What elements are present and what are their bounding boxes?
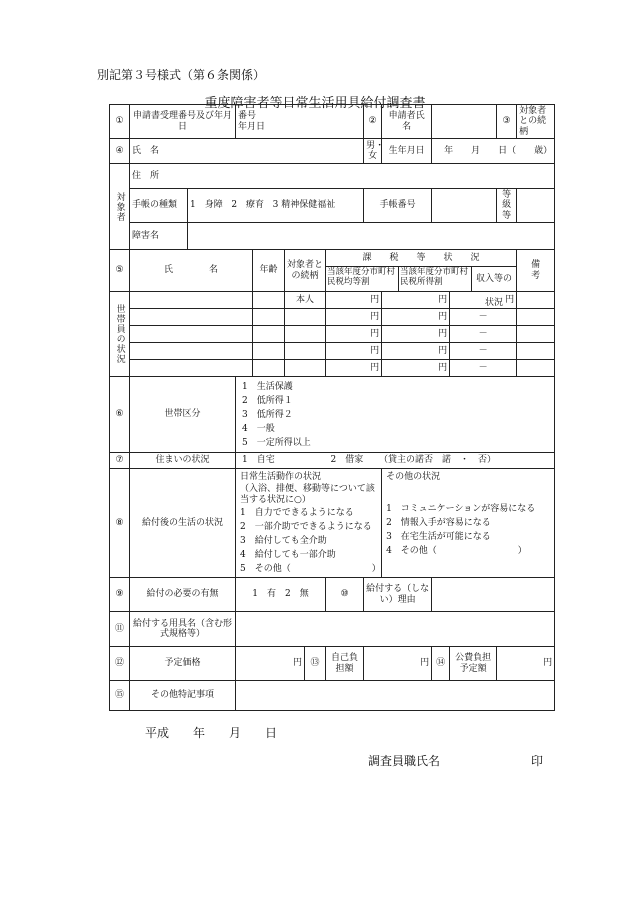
cell-age[interactable] — [253, 309, 285, 326]
label-dob: 生年月日 — [382, 139, 432, 164]
adl-option: 4 給付しても一部介助 — [240, 550, 336, 561]
cell-note[interactable] — [517, 326, 555, 343]
category-option: 3 低所得２ — [242, 409, 293, 420]
num-7: ⑦ — [110, 453, 130, 469]
adl-option: 3 給付しても全介助 — [240, 536, 327, 547]
housing-lessor: （貸主の諾否 諾 ・ 否） — [378, 455, 496, 466]
household-row — [110, 360, 555, 377]
cell-name[interactable] — [130, 326, 253, 343]
cell-age[interactable] — [253, 326, 285, 343]
investigator-label: 調査員職氏名 — [368, 754, 441, 768]
num-8: ⑧ — [110, 469, 130, 578]
row-subject-address — [110, 164, 555, 189]
field-need[interactable]: 1 有 2 無 — [236, 578, 326, 612]
label-grade: 等級等 — [497, 189, 517, 223]
cell-tax1[interactable]: 円 — [326, 292, 382, 309]
col-tax: 課 税 等 状 況 — [326, 250, 516, 267]
cell-relation[interactable] — [285, 309, 326, 326]
col-note: 備 考 — [517, 250, 555, 292]
label-price: 予定価格 — [130, 647, 236, 681]
housing-own: 1 自宅 — [242, 455, 275, 466]
col-tax-flat: 当該年度分市町村民税均等割 — [326, 267, 399, 291]
option-physical: 1 身障 — [190, 200, 223, 211]
cell-tax1[interactable]: 円 — [326, 360, 382, 377]
adl-note: （入浴、排便、移動等について該当する状況に○） — [240, 484, 375, 506]
sub-label-number: 番号 — [238, 111, 257, 122]
category-option: 2 低所得１ — [242, 395, 293, 406]
num-14: ⑭ — [432, 647, 450, 681]
row-notes — [110, 681, 555, 711]
cell-note[interactable] — [517, 343, 555, 360]
cell-name[interactable] — [130, 309, 253, 326]
col-relation: 対象者との続柄 — [285, 250, 326, 292]
col-tax-income: 当該年度分市町村民税所得割 — [399, 267, 472, 291]
field-book-no[interactable] — [432, 189, 497, 223]
row-book-type — [110, 189, 555, 223]
row-subject-name — [110, 139, 555, 164]
cell-tax2[interactable]: 円 — [382, 326, 450, 343]
cell-age[interactable] — [253, 360, 285, 377]
row-price — [110, 647, 555, 681]
cell-income: － — [450, 326, 517, 343]
category-option: 1 生活保護 — [242, 381, 293, 392]
num-12: ⑫ — [110, 647, 130, 681]
field-self-pay[interactable]: 円 — [364, 647, 432, 681]
num-1: ① — [110, 105, 130, 139]
num-11: ⑪ — [110, 612, 130, 647]
num-5: ⑤ — [110, 250, 130, 292]
field-sex[interactable]: 男・女 — [364, 139, 382, 164]
cell-relation[interactable] — [285, 343, 326, 360]
label-category: 世帯区分 — [130, 377, 236, 453]
other-title: その他の状況 — [386, 472, 441, 483]
cell-tax2[interactable]: 円 — [382, 292, 450, 309]
cell-name[interactable] — [130, 343, 253, 360]
adl-title: 日常生活動作の状況 — [240, 472, 322, 483]
cell-age[interactable] — [253, 292, 285, 309]
adl-option: 5 その他（ ） — [240, 564, 381, 575]
label-book-no: 手帳番号 — [364, 189, 432, 223]
cell-tax1[interactable]: 円 — [326, 309, 382, 326]
category-option: 5 一定所得以上 — [242, 437, 311, 448]
cell-age[interactable] — [253, 343, 285, 360]
housing-rent: 2 借家 — [330, 455, 364, 466]
cell-income: － — [450, 343, 517, 360]
col-income: 収入等の状況 — [476, 274, 513, 309]
cell-relation-self: 本人 — [285, 292, 326, 309]
row-life — [110, 469, 555, 578]
cell-note[interactable] — [517, 360, 555, 377]
cell-tax2[interactable]: 円 — [382, 343, 450, 360]
num-13: ⑬ — [305, 647, 326, 681]
label-public-pay: 公費負担予定額 — [450, 647, 497, 681]
field-item[interactable] — [236, 612, 555, 647]
row-item — [110, 612, 555, 647]
row-household-header — [110, 250, 555, 292]
label-reason: 給付する（しない）理由 — [364, 578, 432, 612]
num-4: ④ — [110, 139, 130, 164]
seal-label: 印 — [531, 754, 544, 768]
cell-income: － — [450, 360, 517, 377]
household-row — [110, 343, 555, 360]
col-age: 年齢 — [253, 250, 285, 292]
cell-tax1[interactable]: 円 — [326, 343, 382, 360]
cell-name[interactable] — [130, 292, 253, 309]
label-notes: その他特記事項 — [130, 681, 236, 711]
option-rehab: 2 療育 — [231, 200, 265, 211]
label-life: 給付後の生活の状況 — [130, 469, 236, 578]
num-9: ⑨ — [110, 578, 130, 612]
row-need — [110, 578, 555, 612]
label-need: 給付の必要の有無 — [130, 578, 236, 612]
adl-option: 1 自力でできるようになる — [240, 508, 354, 519]
field-notes[interactable] — [236, 681, 555, 711]
cell-tax2[interactable]: 円 — [382, 309, 450, 326]
cell-note[interactable] — [517, 292, 555, 309]
option-mental: 精神保健福祉 — [281, 200, 336, 211]
row-disability — [110, 223, 555, 250]
survey-form-table — [109, 104, 559, 711]
label-household-side: 世帯員の状況 — [110, 292, 130, 377]
num-3: ③ — [497, 105, 517, 139]
cell-tax1[interactable]: 円 — [326, 326, 382, 343]
row-category — [110, 377, 555, 453]
label-subject-side: 対象者 — [110, 164, 130, 250]
label-self-pay: 自己負担額 — [326, 647, 364, 681]
field-price[interactable]: 円 — [236, 647, 305, 681]
label-applicant-name: 申請者氏 名 — [382, 105, 432, 139]
num-2: ② — [364, 105, 382, 139]
field-book-type[interactable] — [188, 189, 364, 223]
form-number: 別記第３号様式（第６条関係） — [97, 68, 266, 82]
num-10: ⑩ — [326, 578, 364, 612]
field-category[interactable] — [236, 377, 555, 453]
other-option: 1 コミュニケーションが容易になる — [386, 504, 536, 515]
field-grade[interactable] — [517, 189, 555, 223]
cell-note[interactable] — [517, 309, 555, 326]
field-disability[interactable] — [188, 223, 555, 250]
option-mental-num: 3 — [272, 200, 279, 211]
category-option: 4 一般 — [242, 423, 275, 434]
cell-relation[interactable] — [285, 360, 326, 377]
cell-tax2[interactable]: 円 — [382, 360, 450, 377]
field-housing[interactable] — [236, 453, 555, 469]
col-name: 氏 名 — [130, 250, 253, 292]
adl-option: 2 一部介助でできるようになる — [240, 522, 372, 533]
sub-label-date: 年月日 — [238, 121, 266, 132]
field-public-pay[interactable]: 円 — [497, 647, 555, 681]
label-name: 氏 名 — [132, 145, 160, 156]
cell-name[interactable] — [130, 360, 253, 377]
field-life-adl[interactable] — [236, 469, 382, 578]
other-option: 3 在宅生活が可能になる — [386, 532, 491, 543]
field-life-other[interactable] — [382, 469, 555, 578]
field-reason[interactable] — [432, 578, 555, 612]
col-tax-group — [326, 250, 517, 309]
cell-income: － — [450, 309, 517, 326]
num-15: ⑮ — [110, 681, 130, 711]
label-disability: 障害名 — [130, 223, 188, 250]
household-row — [110, 326, 555, 343]
form-title: 重度障害者等日常生活用具給付調査書 — [204, 96, 426, 111]
row-housing — [110, 453, 555, 469]
label-relation: 対象者との続柄 — [517, 105, 555, 139]
label-housing: 住まいの状況 — [130, 453, 236, 469]
cell-income[interactable]: 円 — [450, 292, 517, 309]
label-item: 給付する用具名（含む形式規格等） — [130, 612, 236, 647]
field-subject-name[interactable] — [130, 139, 364, 164]
cell-relation[interactable] — [285, 326, 326, 343]
label-application-no: 申請書受理番号及び年月日 — [130, 105, 236, 139]
other-option: 2 情報入手が容易になる — [386, 518, 491, 529]
num-6: ⑥ — [110, 377, 130, 453]
field-address[interactable] — [130, 164, 555, 189]
row-application — [110, 105, 555, 139]
field-application-no[interactable] — [236, 105, 364, 139]
field-dob[interactable]: 年 月 日（ 歳） — [432, 139, 555, 164]
label-address: 住 所 — [132, 170, 160, 181]
field-applicant-name[interactable] — [432, 105, 497, 139]
other-option: 4 その他（ ） — [386, 546, 527, 557]
footer-date[interactable]: 平成 年 月 日 — [145, 726, 278, 740]
label-book-type: 手帳の種類 — [130, 189, 188, 223]
